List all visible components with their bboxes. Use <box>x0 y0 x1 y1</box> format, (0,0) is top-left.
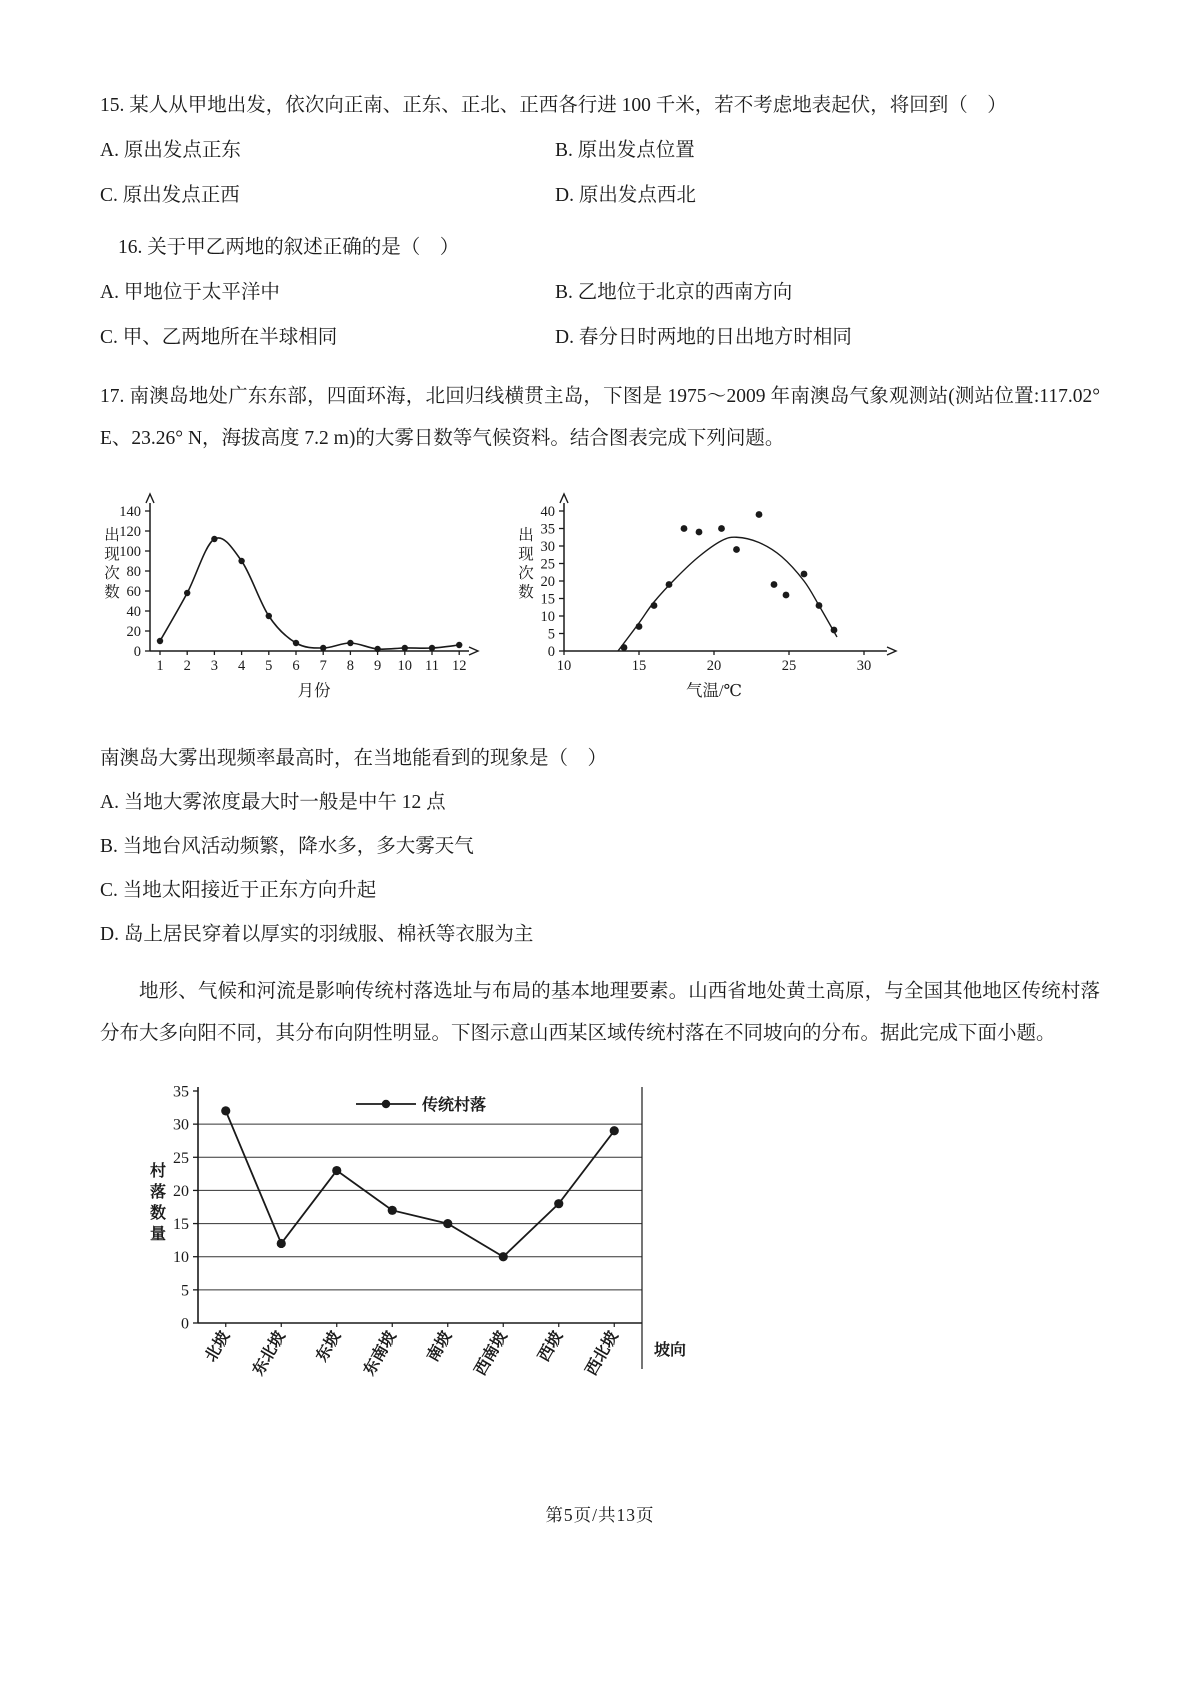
svg-text:5: 5 <box>181 1282 189 1300</box>
svg-text:南坡: 南坡 <box>424 1328 456 1365</box>
svg-text:30: 30 <box>173 1116 189 1134</box>
svg-text:次: 次 <box>518 565 534 582</box>
svg-text:2: 2 <box>183 658 191 674</box>
svg-text:11: 11 <box>425 658 439 674</box>
svg-text:0: 0 <box>547 644 555 660</box>
svg-text:40: 40 <box>126 604 141 620</box>
svg-text:140: 140 <box>119 504 141 520</box>
svg-text:数: 数 <box>104 584 120 601</box>
svg-text:4: 4 <box>237 658 246 674</box>
svg-text:20: 20 <box>540 574 555 590</box>
question-16-option-b: B. 乙地位于北京的西南方向 <box>555 282 793 303</box>
svg-text:60: 60 <box>126 584 141 600</box>
svg-text:25: 25 <box>781 658 797 674</box>
svg-text:30: 30 <box>540 539 555 555</box>
svg-text:西坡: 西坡 <box>535 1328 567 1365</box>
svg-text:12: 12 <box>451 658 467 674</box>
svg-text:25: 25 <box>540 556 555 573</box>
question-15-options <box>100 137 1100 210</box>
svg-text:15: 15 <box>173 1216 189 1234</box>
question-17-option-a: A. 当地大雾浓度最大时一般是中午 12 点 <box>100 792 446 813</box>
svg-text:次: 次 <box>104 565 120 582</box>
question-17-intro: 17. 南澳岛地处广东东部，四面环海，北回归线横贯主岛，下图是 1975～2009 年南澳岛气象观测站(测站位置:117.02° E、23.26° N，海拔高度 7.2 m)的大雾日数等气候资料。结合图表完成下列问题。 <box>100 386 1100 449</box>
village-intro-paragraph: 地形、气候和河流是影响传统村落选址与布局的基本地理要素。山西省地处黄土高原，与全国其他地区传统村落分布大多向阳不同，其分布向阴性明显。下图示意山西某区域传统村落在不同坡向的分布。据此完成下面小题。 <box>100 981 1100 1044</box>
question-16-option-d: D. 春分日时两地的日出地方时相同 <box>555 327 852 348</box>
question-17-option-d: D. 岛上居民穿着以厚实的羽绒服、棉袄等衣服为主 <box>100 924 534 945</box>
question-17-option-c: C. 当地太阳接近于正东方向升起 <box>100 880 377 901</box>
svg-text:10: 10 <box>540 609 555 625</box>
svg-text:10: 10 <box>173 1249 189 1267</box>
svg-text:10: 10 <box>556 658 572 674</box>
svg-text:40: 40 <box>540 504 555 520</box>
svg-text:20: 20 <box>126 624 141 640</box>
svg-text:3: 3 <box>210 658 219 674</box>
question-16-option-a: A. 甲地位于太平洋中 <box>100 282 280 303</box>
svg-text:15: 15 <box>540 591 555 608</box>
svg-text:25: 25 <box>173 1149 189 1167</box>
question-16-options <box>100 279 1100 352</box>
fog-by-temperature-svg <box>506 476 942 712</box>
fog-by-month-svg <box>86 476 490 712</box>
question-17-stem: 南澳岛大雾出现频率最高时，在当地能看到的现象是（ ） <box>100 748 608 769</box>
fog-by-month-chart <box>86 476 490 717</box>
question-17-option-b: B. 当地台风活动频繁，降水多，多大雾天气 <box>100 836 474 857</box>
svg-text:气温/℃: 气温/℃ <box>685 681 743 700</box>
svg-text:35: 35 <box>173 1083 189 1101</box>
svg-text:数: 数 <box>518 584 534 601</box>
svg-text:西南坡: 西南坡 <box>471 1328 511 1379</box>
svg-text:5: 5 <box>265 658 273 674</box>
question-15-option-d: D. 原出发点西北 <box>555 185 696 206</box>
svg-text:落: 落 <box>149 1184 167 1201</box>
svg-text:出: 出 <box>518 527 534 544</box>
question-16-option-c: C. 甲、乙两地所在半球相同 <box>100 327 338 348</box>
villages-by-slope-svg <box>102 1071 762 1401</box>
svg-text:20: 20 <box>706 658 722 674</box>
svg-text:20: 20 <box>173 1182 189 1200</box>
svg-text:15: 15 <box>631 658 647 674</box>
fog-by-temperature-chart <box>506 476 942 717</box>
svg-text:现: 现 <box>518 546 534 563</box>
svg-text:9: 9 <box>373 658 382 674</box>
question-15-stem: 15. 某人从甲地出发，依次向正南、正东、正北、正西各行进 100 千米，若不考虑地表起伏，将回到（ ） <box>100 95 1007 116</box>
svg-text:10: 10 <box>397 658 413 674</box>
svg-text:0: 0 <box>133 644 141 660</box>
svg-text:坡向: 坡向 <box>654 1342 687 1359</box>
page-footer: 第5页/共13页 <box>545 1505 655 1525</box>
svg-text:东坡: 东坡 <box>313 1328 345 1365</box>
svg-text:西北坡: 西北坡 <box>582 1328 622 1379</box>
villages-by-slope-chart <box>102 1071 1100 1406</box>
svg-text:月份: 月份 <box>297 681 331 700</box>
svg-text:传统村落: 传统村落 <box>422 1097 487 1114</box>
question-15-option-a: A. 原出发点正东 <box>100 140 241 161</box>
svg-text:东南坡: 东南坡 <box>360 1328 400 1379</box>
fog-charts-figure <box>86 476 1100 717</box>
svg-text:6: 6 <box>292 658 300 674</box>
svg-text:100: 100 <box>119 544 141 560</box>
svg-text:5: 5 <box>547 626 555 643</box>
question-16-stem: 16. 关于甲乙两地的叙述正确的是（ ） <box>118 237 460 258</box>
svg-text:80: 80 <box>126 564 141 580</box>
svg-text:30: 30 <box>856 658 872 674</box>
svg-text:量: 量 <box>149 1226 167 1243</box>
svg-text:7: 7 <box>319 658 327 674</box>
svg-text:1: 1 <box>156 658 164 674</box>
svg-text:东北坡: 东北坡 <box>249 1328 289 1379</box>
question-15-option-b: B. 原出发点位置 <box>555 140 695 161</box>
svg-text:数: 数 <box>149 1205 167 1222</box>
svg-text:出: 出 <box>104 527 120 544</box>
svg-text:8: 8 <box>346 658 355 674</box>
svg-text:村: 村 <box>149 1163 167 1180</box>
svg-text:现: 现 <box>104 546 120 563</box>
svg-text:0: 0 <box>181 1315 189 1333</box>
svg-text:35: 35 <box>540 521 555 538</box>
svg-text:北坡: 北坡 <box>202 1328 234 1365</box>
svg-text:120: 120 <box>119 524 141 540</box>
question-15-option-c: C. 原出发点正西 <box>100 185 240 206</box>
